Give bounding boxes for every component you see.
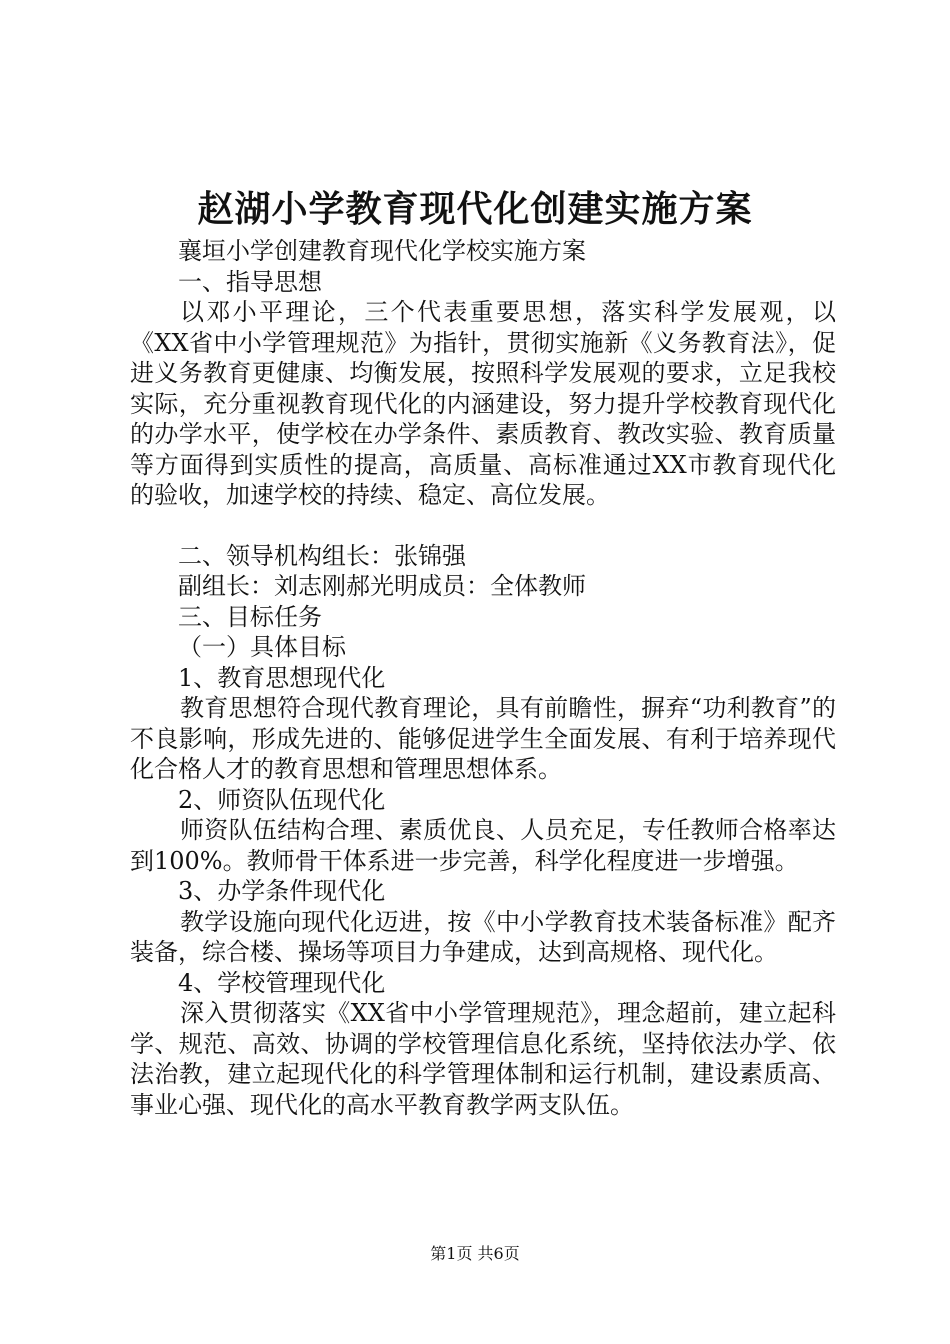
goal-3-heading: 3、办学条件现代化	[178, 877, 386, 905]
section-2-heading: 二、领导机构组长：张锦强	[178, 541, 466, 570]
goal-2-heading: 2、师资队伍现代化	[178, 785, 386, 814]
document-subtitle: 襄垣小学创建教育现代化学校实施方案	[178, 237, 586, 265]
goal-2-paragraph: 师资队伍结构合理、素质优良、人员充足，专任教师合格率达到100%。教师骨干体系进一步完善，科学化程度进一步增强。	[130, 816, 836, 875]
goal-1-heading: 1、教育思想现代化	[178, 663, 386, 692]
goal-3-paragraph: 教学设施向现代化迈进，按《中小学教育技术装备标准》配齐装备，综合楼、操场等项目力争建成，达到高规格、现代化。	[130, 907, 836, 966]
section-1-heading: 一、指导思想	[178, 267, 322, 296]
section-3-heading: 三、目标任务	[178, 602, 322, 631]
paragraph-gap	[130, 511, 836, 541]
goal-1-paragraph: 教育思想符合现代教育理论，具有前瞻性，摒弃“功利教育”的不良影响，形成先进的、能够促进学生全面发展、有利于培养现代化合格人才的教育思想和管理思想体系。	[130, 694, 836, 783]
section-1-paragraph: 以邓小平理论，三个代表重要思想，落实科学发展观，以《XX省中小学管理规范》为指针，贯彻实施新《义务教育法》，促进义务教育更健康、均衡发展，按照科学发展观的要求，立足我校实际，充分重视教育现代化的内涵建设，努力提升学校教育现代化的办学水平，使学校在办学条件、素质教育、教改实验、教育质量等方面得到实质性的提高，高质量、高标准通过XX市教育现代化的验收，加速学校的持续、稳定、高位发展。	[130, 298, 836, 509]
section-2-members: 副组长：刘志刚郝光明成员：全体教师	[178, 572, 586, 600]
goal-4-heading: 4、学校管理现代化	[178, 968, 386, 997]
section-3-subheading: （一）具体目标	[178, 633, 346, 661]
document-title: 赵湖小学教育现代化创建实施方案	[197, 188, 753, 230]
page-footer: 第1页 共6页	[430, 1244, 520, 1263]
document-body	[130, 236, 836, 1120]
goal-4-paragraph: 深入贯彻落实《XX省中小学管理规范》，理念超前，建立起科学、规范、高效、协调的学校管理信息化系统，坚持依法办学、依法治教，建立起现代化的科学管理体制和运行机制，建设素质高、事业心强、现代化的高水平教育教学两支队伍。	[130, 999, 836, 1119]
